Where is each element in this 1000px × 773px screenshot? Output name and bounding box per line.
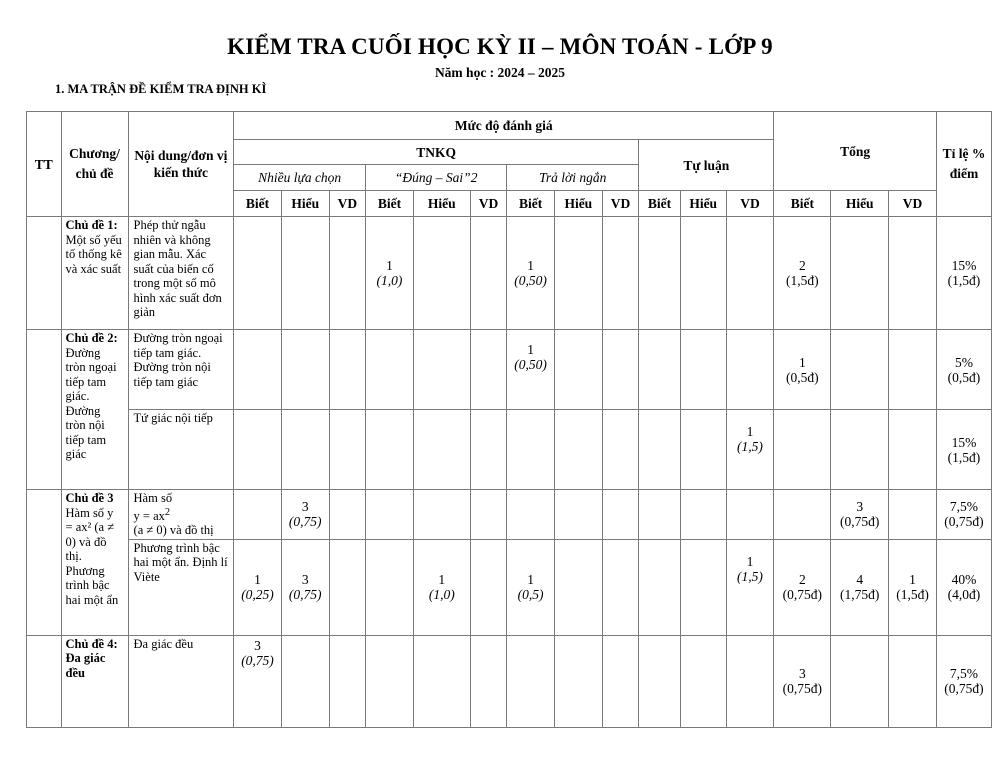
ds-biet-cell [366, 330, 414, 410]
ds-vd-cell [470, 217, 507, 330]
tile-cell [936, 330, 991, 410]
nlc-hieu-cell [281, 330, 329, 410]
count-value: 1 [746, 553, 754, 569]
count-value: 3 [301, 572, 309, 588]
header-nhieu-lua-chon: Nhiều lựa chọn [234, 165, 366, 191]
tong-vd-cell [889, 410, 937, 490]
tile-cell [936, 217, 991, 330]
header-tnkq: TNKQ [234, 140, 639, 165]
tln-vd-cell [602, 539, 639, 635]
topic-cell [61, 490, 128, 636]
tl-hieu-cell [680, 330, 726, 410]
tile-cell [936, 539, 991, 635]
page-title: KIỂM TRA CUỐI HỌC KỲ II – MÔN TOÁN - LỚP 9 [227, 34, 773, 59]
nlc-vd-cell [329, 635, 366, 727]
tln-vd-cell [602, 330, 639, 410]
count-value: 3 [798, 666, 806, 682]
tl-hieu-cell [680, 539, 726, 635]
tln-hieu-cell [554, 490, 602, 540]
count-value: 3 [856, 499, 864, 515]
nlc-biet-cell [234, 539, 282, 635]
header-hieu: Hiểu [413, 191, 470, 217]
tong-vd-cell [889, 635, 937, 727]
count-value: 1 [798, 354, 806, 370]
tong-biet-cell [774, 330, 831, 410]
score-value: (1,5) [737, 439, 763, 454]
header-biet: Biết [639, 191, 681, 217]
score-value: (0,25) [241, 587, 274, 603]
ds-vd-cell [470, 330, 507, 410]
count-value: 3 [301, 499, 309, 515]
tln-hieu-cell [554, 635, 602, 727]
count-value: 1 [254, 572, 261, 588]
content-cell: Đường tròn ngoại tiếp tam giác. Đường tròn nội tiếp tam giác [128, 330, 234, 410]
nlc-biet-cell [234, 490, 282, 540]
tln-vd-cell [602, 490, 639, 540]
score-value: (0,50) [514, 273, 547, 288]
header-vd: VD [470, 191, 507, 217]
tong-vd-cell [889, 330, 937, 410]
header-biet: Biết [774, 191, 831, 217]
nlc-hieu-cell [281, 490, 329, 540]
score-value: (1,5) [737, 568, 763, 584]
count-value: 4 [856, 572, 864, 588]
count-value: 1 [527, 342, 534, 357]
ds-hieu-cell [413, 330, 470, 410]
nlc-vd-cell [329, 539, 366, 635]
tl-hieu-cell [680, 635, 726, 727]
count-value: 1 [746, 424, 754, 439]
tln-biet-cell [507, 330, 555, 410]
tong-biet-cell [774, 490, 831, 540]
percent-value: 5% [954, 354, 973, 370]
content-superscript: 2 [164, 506, 171, 518]
count-value: 3 [254, 637, 261, 653]
score-value: (1,5đ) [947, 449, 981, 465]
topic-label: Chủ đề 2: [65, 331, 118, 345]
tong-hieu-cell [831, 490, 889, 540]
ds-hieu-cell [413, 635, 470, 727]
percent-value: 40% [951, 572, 977, 588]
count-value: 2 [798, 572, 806, 588]
tl-biet-cell [639, 490, 681, 540]
header-mucdo: Mức độ đánh giá [234, 112, 774, 140]
score-value: (1,5đ) [786, 273, 819, 288]
tile-cell [936, 410, 991, 490]
header-dung-sai: “Đúng – Sai”2 [366, 165, 507, 191]
tl-vd-cell [726, 490, 774, 540]
tl-biet-cell [639, 539, 681, 635]
table-row [27, 490, 992, 540]
tong-biet-cell [774, 635, 831, 727]
content-line: (a ≠ 0) và đồ thị [133, 523, 214, 538]
tl-vd-cell [726, 410, 774, 490]
ds-biet-cell [366, 410, 414, 490]
nlc-vd-cell [329, 330, 366, 410]
tong-vd-cell [889, 539, 937, 635]
ds-vd-cell [470, 410, 507, 490]
score-value: (1,5đ) [896, 587, 929, 603]
tile-cell [936, 490, 991, 540]
tong-hieu-cell [831, 330, 889, 410]
tt-cell [27, 635, 62, 727]
header-vd: VD [602, 191, 639, 217]
score-value: (0,50) [514, 357, 547, 372]
table-row [27, 539, 992, 635]
count-value: 1 [527, 258, 534, 273]
nlc-hieu-cell [281, 539, 329, 635]
tln-hieu-cell [554, 539, 602, 635]
ds-vd-cell [470, 539, 507, 635]
nlc-hieu-cell [281, 410, 329, 490]
ds-hieu-cell [413, 490, 470, 540]
tl-vd-cell [726, 635, 774, 727]
score-value: (0,5) [517, 587, 544, 603]
nlc-vd-cell [329, 410, 366, 490]
tl-vd-cell [726, 217, 774, 330]
score-value: (0,5đ) [786, 369, 819, 385]
ds-biet-cell [366, 217, 414, 330]
count-value: 1 [909, 572, 916, 588]
score-value: (0,75) [288, 514, 322, 530]
tl-biet-cell [639, 217, 681, 330]
tln-hieu-cell [554, 410, 602, 490]
score-value: (1,0) [376, 273, 403, 288]
tln-vd-cell [602, 410, 639, 490]
tong-hieu-cell [831, 217, 889, 330]
tln-biet-cell [507, 217, 555, 330]
percent-value: 15% [951, 258, 977, 273]
assessment-matrix-table [26, 111, 992, 728]
score-value: (1,0) [428, 587, 455, 603]
score-value: (0,75) [241, 652, 274, 668]
tl-biet-cell [639, 410, 681, 490]
nlc-biet-cell [234, 635, 282, 727]
content-cell: Phép thử ngẫu nhiên và không gian mẫu. Xác suất của biến cố trong một số mô hình xác suất đơn giản [128, 217, 234, 330]
tong-hieu-cell [831, 410, 889, 490]
nlc-biet-cell [234, 410, 282, 490]
ds-hieu-cell [413, 539, 470, 635]
tln-vd-cell [602, 635, 639, 727]
content-line: Hàm số [133, 491, 173, 505]
tong-biet-cell [774, 410, 831, 490]
content-cell: Đa giác đều [128, 635, 234, 727]
score-value: (0,75đ) [944, 514, 984, 530]
section-heading: 1. MA TRẬN ĐỀ KIỂM TRA ĐỊNH KÌ [55, 82, 267, 96]
tln-hieu-cell [554, 330, 602, 410]
header-vd: VD [726, 191, 774, 217]
topic-text: Đường tròn ngoại tiếp tam giác. Đường tròn nội tiếp tam giác [65, 345, 117, 461]
header-hieu: Hiểu [680, 191, 726, 217]
header-vd: VD [329, 191, 366, 217]
score-value: (0,75đ) [944, 681, 984, 697]
table-row [27, 330, 992, 410]
header-chuong: Chương/ chủ đề [61, 112, 128, 217]
topic-text: Hàm số y = ax² (a ≠ 0) và đồ thị. Phương trình bậc hai một ẩn [65, 505, 119, 607]
topic-cell [61, 330, 128, 490]
nlc-vd-cell [329, 490, 366, 540]
tln-vd-cell [602, 217, 639, 330]
count-value: 1 [438, 572, 446, 588]
school-year: Năm học : 2024 – 2025 [434, 65, 566, 80]
content-cell: Phương trình bậc hai một ẩn. Định lí Viète [128, 539, 234, 635]
header-tt: TT [27, 112, 62, 217]
table-row [27, 410, 992, 490]
header-tong: Tổng [774, 112, 937, 191]
content-cell: Tứ giác nội tiếp [128, 410, 234, 490]
header-biet: Biết [507, 191, 555, 217]
score-value: (1,75đ) [840, 587, 880, 603]
header-hieu: Hiểu [281, 191, 329, 217]
topic-cell [61, 635, 128, 727]
count-value: 1 [527, 572, 534, 588]
header-noidung: Nội dung/đơn vị kiến thức [128, 112, 234, 217]
ds-biet-cell [366, 635, 414, 727]
tong-biet-cell [774, 539, 831, 635]
ds-hieu-cell [413, 410, 470, 490]
tl-biet-cell [639, 635, 681, 727]
header-tile: Tỉ lệ % điểm [936, 112, 991, 217]
ds-biet-cell [366, 490, 414, 540]
nlc-hieu-cell [281, 217, 329, 330]
topic-label: Chủ đề 1: [65, 218, 118, 232]
score-value: (0,5đ) [947, 369, 981, 385]
score-value: (1,5đ) [947, 273, 981, 288]
table-row [27, 635, 992, 727]
tong-vd-cell [889, 217, 937, 330]
header-hieu: Hiểu [831, 191, 889, 217]
tong-vd-cell [889, 490, 937, 540]
percent-value: 15% [951, 434, 977, 450]
score-value: (0,75đ) [840, 514, 880, 530]
tl-hieu-cell [680, 410, 726, 490]
count-value: 2 [798, 258, 806, 273]
tile-cell [936, 635, 991, 727]
tl-biet-cell [639, 330, 681, 410]
nlc-biet-cell [234, 330, 282, 410]
tl-vd-cell [726, 539, 774, 635]
tong-hieu-cell [831, 539, 889, 635]
header-tra-loi-ngan: Trả lời ngắn [507, 165, 639, 191]
percent-value: 7,5% [949, 666, 979, 682]
header-hieu: Hiểu [554, 191, 602, 217]
tl-vd-cell [726, 330, 774, 410]
content-cell [128, 490, 234, 540]
tln-biet-cell [507, 539, 555, 635]
score-value: (4,0đ) [947, 587, 981, 603]
ds-vd-cell [470, 490, 507, 540]
nlc-biet-cell [234, 217, 282, 330]
tong-biet-cell [774, 217, 831, 330]
percent-value: 7,5% [949, 499, 979, 515]
tln-biet-cell [507, 635, 555, 727]
header-vd: VD [889, 191, 937, 217]
tt-cell [27, 330, 62, 490]
score-value: (0,75) [288, 587, 322, 603]
tl-hieu-cell [680, 490, 726, 540]
ds-hieu-cell [413, 217, 470, 330]
tong-hieu-cell [831, 635, 889, 727]
topic-text: Đa giác đều [65, 651, 106, 680]
ds-biet-cell [366, 539, 414, 635]
tt-cell [27, 490, 62, 636]
header-tuluan: Tự luận [639, 140, 774, 191]
tln-biet-cell [507, 410, 555, 490]
header-row-1 [27, 112, 992, 140]
score-value: (0,75đ) [782, 587, 823, 603]
nlc-vd-cell [329, 217, 366, 330]
ds-vd-cell [470, 635, 507, 727]
topic-cell [61, 217, 128, 330]
nlc-hieu-cell [281, 635, 329, 727]
tl-hieu-cell [680, 217, 726, 330]
topic-label: Chủ đề 3 [65, 491, 114, 505]
topic-text: Một số yếu tố thống kê và xác suất [65, 232, 122, 276]
table-row [27, 217, 992, 330]
score-value: (0,75đ) [782, 681, 823, 697]
topic-label: Chủ đề 4: [65, 636, 118, 651]
header-biet: Biết [234, 191, 282, 217]
content-line: y = ax [133, 508, 165, 523]
count-value: 1 [386, 258, 393, 273]
tln-biet-cell [507, 490, 555, 540]
tt-cell [27, 217, 62, 330]
tln-hieu-cell [554, 217, 602, 330]
header-biet: Biết [366, 191, 414, 217]
